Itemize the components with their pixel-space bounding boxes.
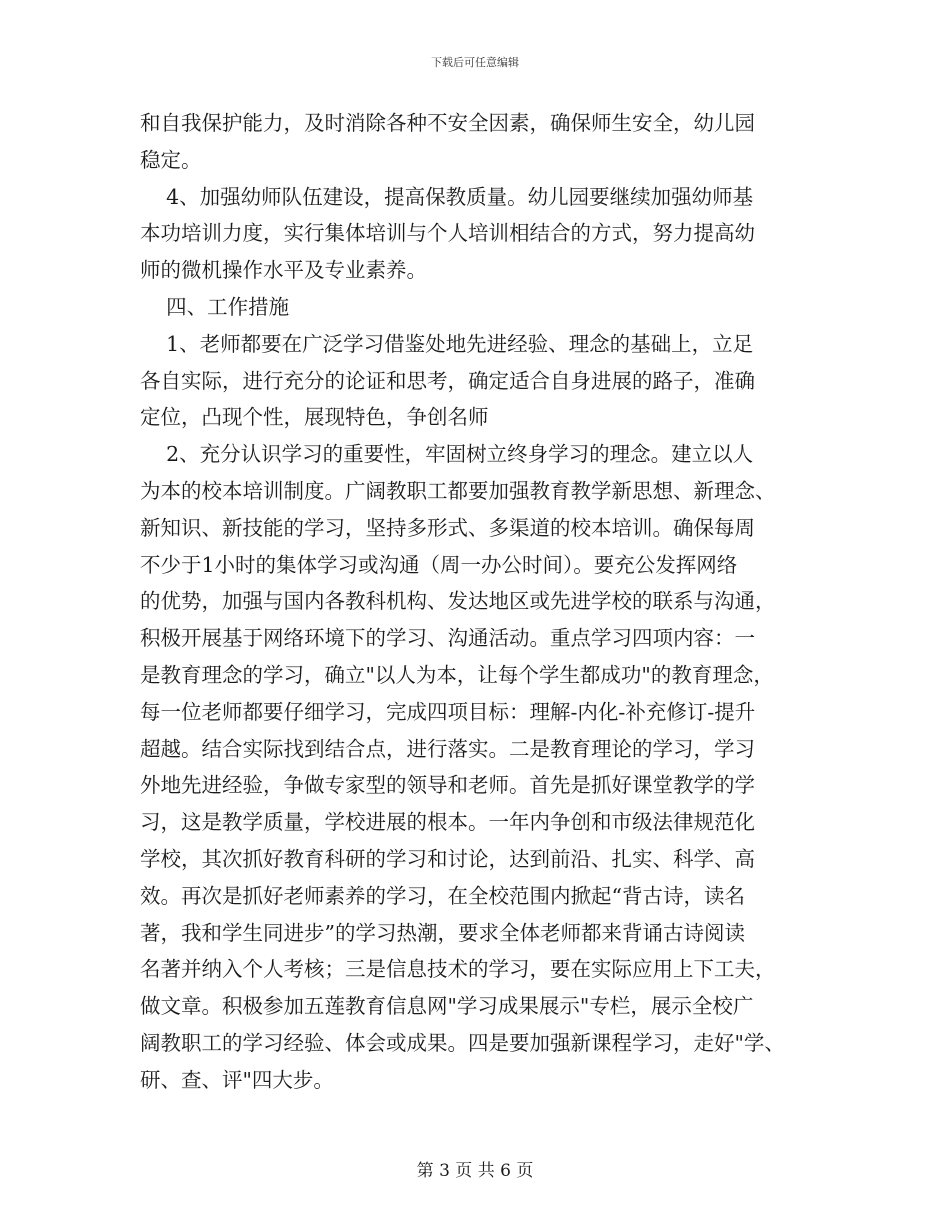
text-line: 外地先进经验，争做专家型的领导和老师。首先是抓好课堂教学的学 <box>140 773 755 798</box>
text-line: 1、老师都要在广泛学习借鉴处地先进经验、理念的基础上，立足 <box>140 331 754 356</box>
document-body <box>140 105 820 1099</box>
text-line: 超越。结合实际找到结合点，进行落实。二是教育理论的学习，学习 <box>140 736 755 761</box>
text-line: 著，我和学生同进步”的学习热潮，要求全体老师都来背诵古诗阅读 <box>140 920 745 945</box>
page-header: 下载后可任意编辑 <box>431 56 519 69</box>
text-line: 各自实际，进行充分的论证和思考，确定适合自身进展的路子，准确 <box>140 368 755 393</box>
text-line: 名著并纳入个人考核；三是信息技术的学习，要在实际应用上下工夫， <box>140 957 776 982</box>
text-line: 做文章。积极参加五莲教育信息网"学习成果展示"专栏，展示全校广 <box>140 994 754 1019</box>
text-line: 效。再次是抓好老师素养的学习，在全校范围内掀起“背古诗，读名 <box>140 883 745 908</box>
text-line: 不少于1小时的集体学习或沟通（周一办公时间）。要充公发挥网络 <box>140 552 738 577</box>
text-line: 积极开展基于网络环境下的学习、沟通活动。重点学习四项内容：一 <box>140 626 755 651</box>
page-footer: 第 3 页 共 6 页 <box>416 1161 534 1181</box>
text-line: 本功培训力度，实行集体培训与个人培训相结合的方式，努力提高幼 <box>140 221 755 246</box>
text-line: 习，这是教学质量，学校进展的根本。一年内争创和市级法律规范化 <box>140 810 755 835</box>
text-line: 为本的校本培训制度。广阔教职工都要加强教育教学新思想、新理念、 <box>140 478 776 503</box>
text-line: 新知识、新技能的学习，坚持多形式、多渠道的校本培训。确保每周 <box>140 515 755 540</box>
text-line: 师的微机操作水平及专业素养。 <box>140 258 427 283</box>
text-line: 的优势，加强与国内各教科机构、发达地区或先进学校的联系与沟通， <box>140 589 776 614</box>
text-line: 阔教职工的学习经验、体会或成果。四是要加强新课程学习，走好"学、 <box>140 1030 785 1055</box>
section-heading: 四、工作措施 <box>140 294 290 319</box>
text-line: 4、加强幼师队伍建设，提高保教质量。幼儿园要继续加强幼师基 <box>140 184 754 209</box>
text-line: 研、查、评"四大步。 <box>140 1067 334 1092</box>
text-line: 稳定。 <box>140 147 202 172</box>
text-line: 定位，凸现个性，展现特色，争创名师 <box>140 405 489 430</box>
text-line: 和自我保护能力，及时消除各种不安全因素，确保师生安全，幼儿园 <box>140 111 755 135</box>
text-line: 学校，其次抓好教育科研的学习和讨论，达到前沿、扎实、科学、高 <box>140 846 755 871</box>
text-line: 每一位老师都要仔细学习，完成四项目标：理解-内化-补充修订-提升 <box>140 699 756 724</box>
text-line: 2、充分认识学习的重要性，牢固树立终身学习的理念。建立以人 <box>140 442 754 467</box>
text-line: 是教育理念的学习，确立"以人为本，让每个学生都成功"的教育理念， <box>140 662 774 687</box>
